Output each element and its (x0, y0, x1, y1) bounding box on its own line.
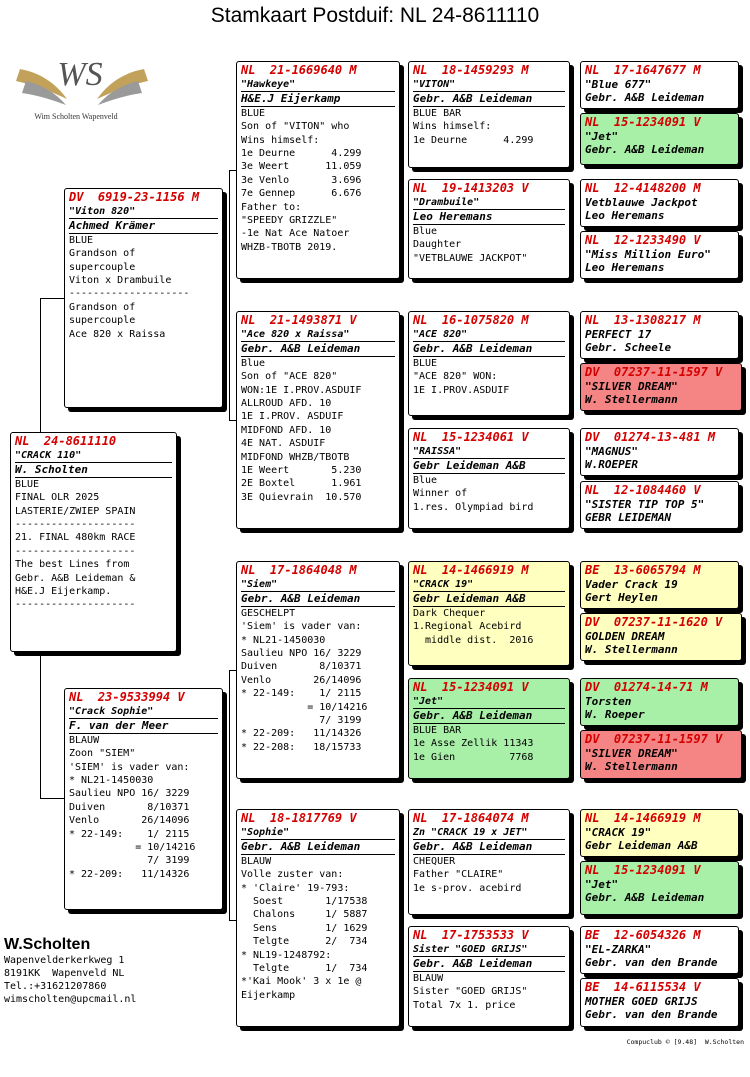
info-line: supercouple (69, 315, 136, 327)
breeder: Gebr. A&B Leideman (413, 92, 565, 106)
ancestor-card (580, 231, 739, 279)
info-line: BLUE (15, 478, 40, 490)
pigeon-name: "Sophie" (241, 826, 395, 840)
ancestor-card (580, 311, 739, 359)
pigeon-name: "Hawkeye" (241, 78, 395, 92)
info-line: 1E Weert 5.230 (241, 465, 362, 477)
ring-number: DV 07237-11-1597 V (585, 732, 723, 746)
pigeon-name: Vader Crack 19 (585, 578, 678, 591)
info-line: Duiven 8/10371 (241, 661, 362, 673)
info-line: Father "CLAIRE" (413, 869, 504, 881)
breeder: Gert Heylen (585, 591, 658, 605)
info-line: 1e Asse Zellik 11343 (413, 738, 534, 750)
ring-number: DV 6919-23-1156 M (69, 190, 200, 204)
ring-number: NL 18-1817769 V (241, 811, 357, 825)
connector (229, 670, 236, 671)
ancestor-card (580, 561, 739, 609)
info-line: BLUE (241, 107, 266, 119)
info-line: Blue (413, 225, 438, 237)
info-line: 21. FINAL 480km RACE (15, 532, 136, 544)
pigeon-name: "VITON" (413, 78, 565, 92)
info-line: BLAUW (241, 855, 272, 867)
info-line: * NL21-1450030 (69, 775, 154, 787)
info-line: "VETBLAUWE JACKPOT" (413, 252, 528, 264)
info-line: Daughter (413, 239, 462, 251)
grandparent-card (236, 809, 400, 1027)
info-line: Grandson of (69, 248, 136, 260)
pigeon-name: "CRACK 19" (585, 826, 652, 839)
address-line: Wapenvelderkerkweg 1 (4, 955, 125, 966)
pigeon-name: MOTHER GOED GRIJS (585, 995, 698, 1008)
ring-number: NL 15-1234091 V (585, 863, 701, 877)
great-grandparent-card (408, 311, 570, 416)
info-line: The best Lines from (15, 559, 130, 571)
info-line: Zoon "SIEM" (69, 748, 136, 760)
info-line: WHZB-TBOTB 2019. (241, 241, 338, 253)
ring-number: NL 12-1084460 V (585, 483, 701, 497)
info-line: Duiven 8/10371 (69, 801, 190, 813)
connector (40, 798, 64, 799)
info-line: * 22-209: 11/14326 (241, 728, 362, 740)
connector (229, 420, 236, 421)
info-line: 1.Regional Acebird (413, 621, 522, 633)
info-line: Venlo 26/14096 (241, 674, 362, 686)
pigeon-name: Zn "CRACK 19 x JET" (413, 826, 565, 840)
info-line: * 22-149: 1/ 2115 (241, 688, 362, 700)
pigeon-name: PERFECT 17 (585, 328, 652, 341)
pigeon-name: "EL-ZARKA" (585, 943, 652, 956)
info-line: = 10/14216 (69, 842, 196, 854)
owner-name: W.Scholten (4, 936, 91, 953)
breeder: Leo Heremans (585, 209, 665, 223)
info-line: 1e Deurne 4.299 (413, 134, 534, 146)
pigeon-name: "Jet" (585, 878, 619, 891)
info-line: Sister "GOED GRIJS" (413, 986, 528, 998)
great-grandparent-card (408, 809, 570, 915)
info-line: * 22-208: 18/15733 (241, 741, 362, 753)
breeder: Gebr. van den Brande (585, 1008, 718, 1022)
info-line: H&E.J Eijerkamp. (15, 586, 112, 598)
info-line: LASTERIE/ZWIEP SPAIN (15, 505, 136, 517)
info-line: 7/ 3199 (69, 855, 190, 867)
ring-number: NL 23-9533994 V (69, 690, 185, 704)
page-title: Stamkaart Postduif: NL 24-8611110 (210, 4, 540, 27)
info-line: -1e Nat Ace Natoer (241, 228, 350, 240)
pigeon-name: Vetblauwe Jackpot (585, 196, 698, 209)
breeder: W.ROEPER (585, 458, 638, 472)
breeder: Gebr. A&B Leideman (413, 840, 565, 854)
ancestor-card (580, 809, 739, 857)
ancestor-card (580, 926, 739, 974)
breeder: W. Stellermann (585, 760, 678, 774)
info-line: Chalons 1/ 5887 (241, 909, 368, 921)
info-line: Son of "ACE 820" (241, 371, 338, 383)
pigeon-name: "Crack Sophie" (69, 705, 218, 719)
info-line: Dark Chequer (413, 607, 486, 619)
breeder: Gebr Leideman A&B (413, 592, 565, 606)
ancestor-card (580, 730, 742, 779)
info-line: Father to: (241, 201, 302, 213)
owner-contact (4, 936, 136, 1006)
ancestor-card (580, 613, 742, 661)
info-line: Telgte 2/ 734 (241, 936, 368, 948)
ring-number: NL 21-1493871 V (241, 313, 357, 327)
ring-number: DV 07237-11-1597 V (585, 365, 723, 379)
info-line: Winner of (413, 488, 468, 500)
great-grandparent-card (408, 179, 570, 279)
info-line: * NL21-1450030 (241, 634, 326, 646)
ring-number: NL 14-1466919 M (585, 811, 701, 825)
breeder: W. Roeper (585, 708, 645, 722)
info-line: -------------------- (15, 599, 136, 611)
ring-number: NL 13-1308217 M (585, 313, 701, 327)
info-line: = 10/14216 (241, 701, 368, 713)
pigeon-name: "ACE 820" (413, 328, 565, 342)
info-line: 7e Gennep 6.676 (241, 188, 362, 200)
breeder: W. Stellermann (585, 643, 678, 657)
pigeon-name: "Siem" (241, 578, 395, 592)
logo-caption: Wim Scholten Wapenveld (34, 112, 118, 121)
breeder: F. van der Meer (69, 719, 218, 733)
pigeon-name: "Miss Million Euro" (585, 248, 711, 261)
info-line: Blue (413, 474, 438, 486)
great-grandparent-card (408, 561, 570, 666)
ancestor-card (580, 481, 739, 529)
info-line: middle dist. 2016 (413, 634, 534, 646)
breeder: Leo Heremans (413, 210, 565, 224)
pigeon-name: "MAGNUS" (585, 445, 638, 458)
ring-number: NL 12-4148200 M (585, 181, 701, 195)
info-line: BLAUW (413, 972, 444, 984)
pigeon-name: Torsten (585, 695, 632, 708)
info-line: Saulieu NPO 16/ 3229 (241, 648, 362, 660)
info-line: MIDFOND WHZB/TBOTB (241, 451, 350, 463)
info-line: FINAL OLR 2025 (15, 492, 100, 504)
breeder: Gebr Leideman A&B (413, 459, 565, 473)
info-line: "ACE 820" WON: (413, 371, 498, 383)
subject-card (10, 432, 177, 652)
connector (229, 170, 236, 171)
ring-number: DV 07237-11-1620 V (585, 615, 723, 629)
info-line: BLUE (413, 357, 438, 369)
grandparent-card (236, 61, 400, 279)
info-line: 1e Deurne 4.299 (241, 148, 362, 160)
info-line: Viton x Drambuile (69, 275, 172, 287)
info-line: ALLROUD AFD. 10 (241, 398, 332, 410)
breeder: Gebr. A&B Leideman (241, 342, 395, 356)
pigeon-name: "Viton 820" (69, 205, 218, 219)
info-line: CHEQUER (413, 855, 456, 867)
info-line: 1E I.PROV. ASDUIF (241, 411, 344, 423)
ring-number: NL 15-1234091 V (413, 680, 529, 694)
info-line: Volle zuster van: (241, 869, 344, 881)
info-line: BLUE (69, 234, 94, 246)
info-line: 'SIEM' is vader van: (69, 761, 190, 773)
pigeon-name: "CRACK 110" (15, 449, 172, 463)
ring-number: DV 01274-14-71 M (585, 680, 708, 694)
info-line: 'Siem' is vader van: (241, 621, 362, 633)
info-line: Gebr. A&B Leideman & (15, 572, 136, 584)
info-line: MIDFOND AFD. 10 (241, 424, 332, 436)
info-line: *'Kai Mook' 3 x 1e @ (241, 976, 362, 988)
ring-number: BE 14-6115534 V (585, 980, 701, 994)
ring-number: NL 15-1234091 V (585, 115, 701, 129)
ancestor-card (580, 61, 739, 109)
connector (40, 298, 41, 432)
connector (229, 920, 236, 921)
info-line: Ace 820 x Raissa (69, 328, 166, 340)
info-line: 1E I.PROV.ASDUIF (413, 384, 510, 396)
ring-number: NL 24-8611110 (15, 434, 117, 448)
info-line: supercouple (69, 261, 136, 273)
breeder: Gebr Leideman A&B (585, 839, 698, 853)
ring-number: DV 01274-13-481 M (585, 430, 716, 444)
info-line: Blue (241, 357, 266, 369)
breeder: Gebr. A&B Leideman (413, 342, 565, 356)
breeder: Gebr. A&B Leideman (241, 840, 395, 854)
breeder: W. Scholten (15, 463, 172, 477)
info-line: Saulieu NPO 16/ 3229 (69, 788, 190, 800)
breeder: Gebr. A&B Leideman (413, 957, 565, 971)
pigeon-name: "RAISSA" (413, 445, 565, 459)
breeder: Gebr. A&B Leideman (241, 592, 395, 606)
info-line: "SPEEDY GRIZZLE" (241, 215, 338, 227)
info-line: 3e Weert 11.059 (241, 161, 362, 173)
pigeon-name: GOLDEN DREAM (585, 630, 665, 643)
ring-number: BE 12-6054326 M (585, 928, 701, 942)
grandparent-card (236, 311, 400, 529)
info-line: Wins himself: (413, 121, 492, 133)
great-grandparent-card (408, 428, 570, 529)
info-line: * 22-149: 1/ 2115 (69, 828, 190, 840)
ancestor-card (580, 978, 739, 1027)
breeder: H&E.J Eijerkamp (241, 92, 395, 106)
great-grandparent-card (408, 61, 570, 168)
info-line: WON:1E I.PROV.ASDUIF (241, 384, 362, 396)
info-line: 3e Venlo 3.696 (241, 174, 362, 186)
breeder: Gebr. van den Brande (585, 956, 718, 970)
connector (40, 652, 41, 798)
logo-monogram: WS (57, 56, 103, 93)
breeder: Gebr. A&B Leideman (585, 143, 705, 157)
info-line: 4E NAT. ASDUIF (241, 438, 326, 450)
info-line: 1.res. Olympiad bird (413, 501, 534, 513)
info-line: 3E Quievrain 10.570 (241, 491, 362, 503)
info-line: 2E Boxtel 1.961 (241, 478, 362, 490)
info-line: Son of "VITON" who (241, 121, 350, 133)
breeder: Gebr. Scheele (585, 341, 672, 355)
breeder: Leo Heremans (585, 261, 665, 275)
info-line: * 22-209: 11/14326 (69, 868, 190, 880)
ring-number: NL 12-1233490 V (585, 233, 701, 247)
pigeon-name: "SILVER DREAM" (585, 747, 678, 760)
address-line: 8191KK Wapenveld NL (4, 968, 125, 979)
great-grandparent-card (408, 926, 570, 1027)
info-line: -------------------- (15, 519, 136, 531)
ring-number: NL 19-1413203 V (413, 181, 529, 195)
connector (40, 298, 64, 299)
breeder: W. Stellermann (585, 393, 678, 407)
info-line: BLAUW (69, 734, 100, 746)
ancestor-card (580, 363, 742, 411)
info-line: Soest 1/17538 (241, 896, 368, 908)
info-line: 7/ 3199 (241, 715, 362, 727)
ring-number: NL 18-1459293 M (413, 63, 529, 77)
pigeon-name: "Drambuile" (413, 196, 565, 210)
phone: Tel.:+31621207860 (4, 981, 107, 992)
pigeon-name: "SILVER DREAM" (585, 380, 678, 393)
ring-number: NL 16-1075820 M (413, 313, 529, 327)
info-line: BLUE BAR (413, 724, 462, 736)
pigeon-name: "Jet" (413, 695, 565, 709)
info-line: GESCHELPT (241, 607, 296, 619)
breeder: GEBR LEIDEMAN (585, 511, 672, 525)
mother-card (64, 688, 223, 910)
credit: Compuclub © [9.48] W.Scholten (626, 1038, 744, 1046)
info-line: Telgte 1/ 734 (241, 963, 368, 975)
ancestor-card (580, 861, 739, 915)
info-line: 1e s-prov. acebird (413, 882, 522, 894)
info-line: Total 7x 1. price (413, 999, 516, 1011)
info-line: Wins himself: (241, 134, 320, 146)
connector (229, 670, 230, 920)
info-line: Eijerkamp (241, 989, 296, 1001)
info-line: Grandson of (69, 301, 136, 313)
pigeon-name: "Jet" (585, 130, 619, 143)
breeder: Achmed Krämer (69, 219, 218, 233)
info-line: Sens 1/ 1629 (241, 922, 368, 934)
info-line: 1e Gien 7768 (413, 751, 534, 763)
ring-number: NL 17-1753533 V (413, 928, 529, 942)
ancestor-card (580, 179, 739, 227)
ring-number: BE 13-6065794 M (585, 563, 701, 577)
father-card (64, 188, 223, 408)
info-line: Venlo 26/14096 (69, 815, 190, 827)
breeder: Gebr. A&B Leideman (413, 709, 565, 723)
ring-number: NL 17-1864074 M (413, 811, 529, 825)
info-line: -------------------- (15, 545, 136, 557)
info-line: * NL19-1248792: (241, 949, 332, 961)
info-line: -------------------- (69, 288, 190, 300)
ring-number: NL 15-1234061 V (413, 430, 529, 444)
info-line: * 'Claire' 19-793: (241, 882, 350, 894)
pigeon-name: "CRACK 19" (413, 578, 565, 592)
grandparent-card (236, 561, 400, 779)
ancestor-card (580, 428, 739, 476)
ring-number: NL 17-1647677 M (585, 63, 701, 77)
pigeon-name: Sister "GOED GRIJS" (413, 943, 565, 957)
ancestor-card (580, 678, 739, 726)
breeder: Gebr. A&B Leideman (585, 91, 705, 105)
pigeon-name: "Blue 677" (585, 78, 652, 91)
email: wimscholten@upcmail.nl (4, 994, 137, 1005)
ring-number: NL 14-1466919 M (413, 563, 529, 577)
ring-number: NL 21-1669640 M (241, 63, 357, 77)
pigeon-name: "Ace 820 x Raissa" (241, 328, 395, 342)
breeder: Gebr. A&B Leideman (585, 891, 705, 905)
pigeon-name: "SISTER TIP TOP 5" (585, 498, 705, 511)
ancestor-card (580, 113, 739, 165)
ring-number: NL 17-1864048 M (241, 563, 357, 577)
great-grandparent-card (408, 678, 570, 779)
info-line: BLUE BAR (413, 107, 462, 119)
connector (229, 170, 230, 420)
